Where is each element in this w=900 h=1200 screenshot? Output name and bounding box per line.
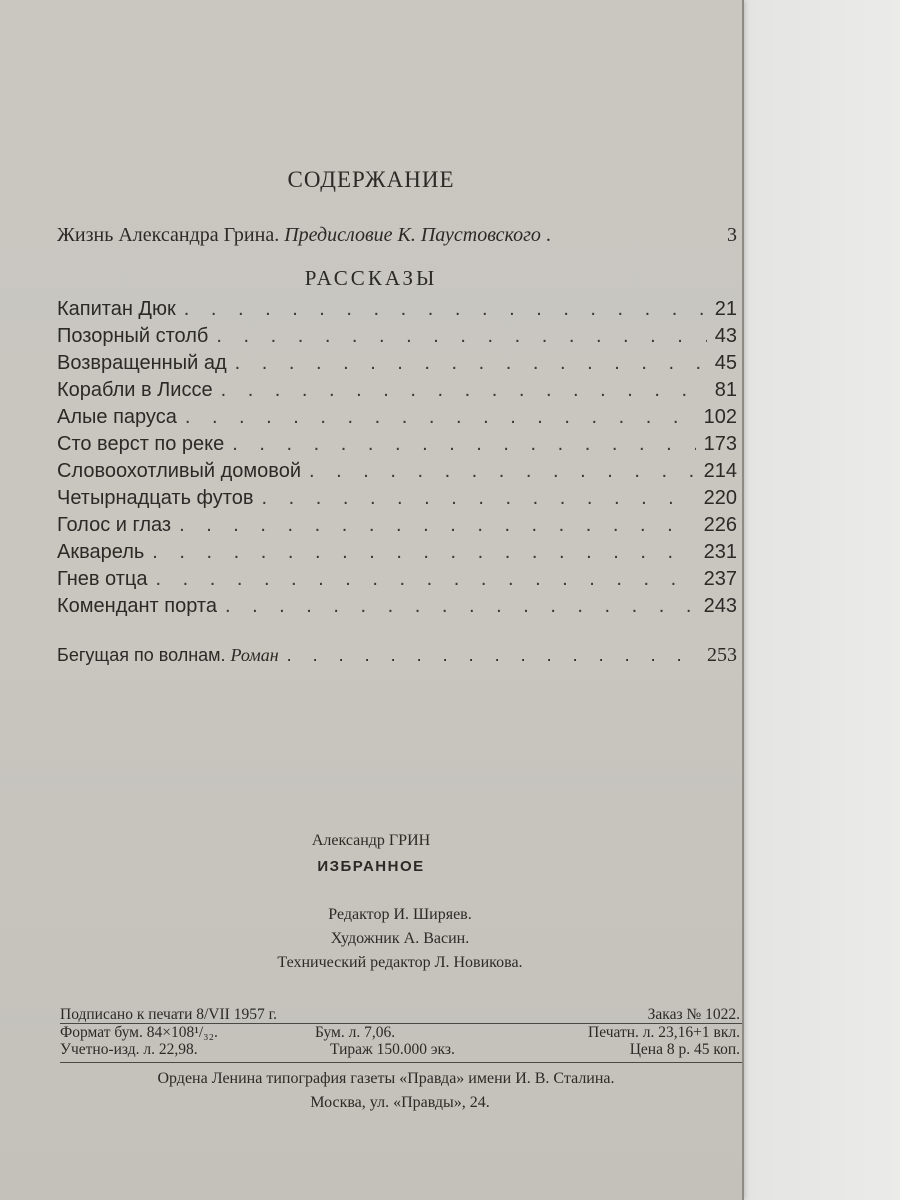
toc-entry-title: Акварель [57,541,145,563]
printer-line-1: Ордена Ленина типография газеты «Правда» имени И. В. Сталина. [157,1070,615,1087]
toc-entry-title: Сто верст по реке [57,433,225,455]
toc-entry [57,323,737,350]
artist-credit: Художник А. Васин. [330,930,470,947]
leader-dots [287,640,699,670]
toc-entry-title: Корабли в Лиссе [57,379,213,401]
imprint-paper: Бум. л. 7,06. [315,1024,396,1041]
contents-title: СОДЕРЖАНИЕ [287,167,455,192]
imprint-printed: Печатн. л. 23,16+1 вкл. [588,1024,740,1041]
imprint-block [60,1006,740,1058]
preface-dot: . [545,224,551,246]
book-title: ИЗБРАННОЕ [317,858,425,875]
preface-italic: Предисловие К. Паустовского [284,224,541,246]
leader-dots [225,593,696,620]
toc-entry-title: Возвращенный ад [57,352,227,374]
imprint-format: Формат бум. 84×108¹/₃₂. [60,1024,218,1041]
novel-italic: Роман [230,645,279,665]
toc-entry-page: 220 [703,487,737,509]
toc-entry-page: 173 [703,433,737,455]
imprint-order: Заказ № 1022. [647,1006,740,1023]
toc-entry-page: 231 [703,541,737,563]
leader-dots [155,566,695,593]
imprint-edition-sheets: Учетно-изд. л. 22,98. [60,1041,198,1058]
leader-dots [152,539,695,566]
novel-title: Бегущая по волнам. [57,645,226,665]
toc-entry [57,296,737,323]
toc-entry [57,593,737,620]
imprint-print-run: Тираж 150.000 экз. [330,1041,455,1058]
toc-entry [57,566,737,593]
preface-entry [57,224,737,247]
imprint-signed: Подписано к печати 8/VII 1957 г. [60,1006,278,1023]
toc-entry [57,458,737,485]
leader-dots [221,377,707,404]
imprint-divider [60,1062,742,1063]
leader-dots [309,458,696,485]
toc-entry-title: Четырнадцать футов [57,487,254,509]
preface-page: 3 [727,224,737,246]
toc-entry-page: 226 [703,514,737,536]
toc-entry [57,485,737,512]
toc-entry-title: Капитан Дюк [57,298,176,320]
background-surface [742,0,900,1200]
editor-credit: Редактор И. Ширяев. [328,906,472,923]
page-edge [742,0,744,1200]
leader-dots [261,485,695,512]
imprint-row [60,1006,740,1023]
toc-entry-page: 45 [714,352,737,374]
imprint-row [60,1024,740,1041]
leader-dots [216,323,706,350]
toc-entry-title: Голос и глаз [57,514,172,536]
imprint-row [60,1041,740,1058]
section-title: РАССКАЗЫ [304,266,438,290]
toc-entry-title: Гнев отца [57,568,148,590]
toc-entry [57,377,737,404]
toc-entry-page: 102 [703,406,737,428]
novel-page: 253 [707,644,737,666]
toc-entry [57,512,737,539]
imprint-price: Цена 8 р. 45 коп. [629,1041,740,1058]
toc-entry-title: Алые паруса [57,406,177,428]
toc-entry-page: 243 [703,595,737,617]
toc-entry-page: 81 [714,379,737,401]
author-name: Александр ГРИН [311,832,431,849]
leader-dots [184,296,707,323]
toc-entry [57,539,737,566]
leader-dots [179,512,696,539]
stories-list [57,296,737,620]
toc-entry-page: 43 [714,325,737,347]
toc-entry-page: 237 [703,568,737,590]
leader-dots [185,404,696,431]
toc-entry-page: 21 [714,298,737,320]
toc-entry-title: Позорный столб [57,325,209,347]
novel-entry [57,640,737,670]
toc-entry [57,404,737,431]
leader-dots [232,431,695,458]
toc-entry [57,431,737,458]
printer-line-2: Москва, ул. «Правды», 24. [310,1094,490,1111]
toc-entry-title: Комендант порта [57,595,217,617]
toc-entry-title: Словоохотливый домовой [57,460,301,482]
toc-entry-page: 214 [703,460,737,482]
toc-entry [57,350,737,377]
tech-editor-credit: Технический редактор Л. Новикова. [277,954,523,971]
preface-text: Жизнь Александра Грина. [57,224,280,246]
leader-dots [235,350,707,377]
